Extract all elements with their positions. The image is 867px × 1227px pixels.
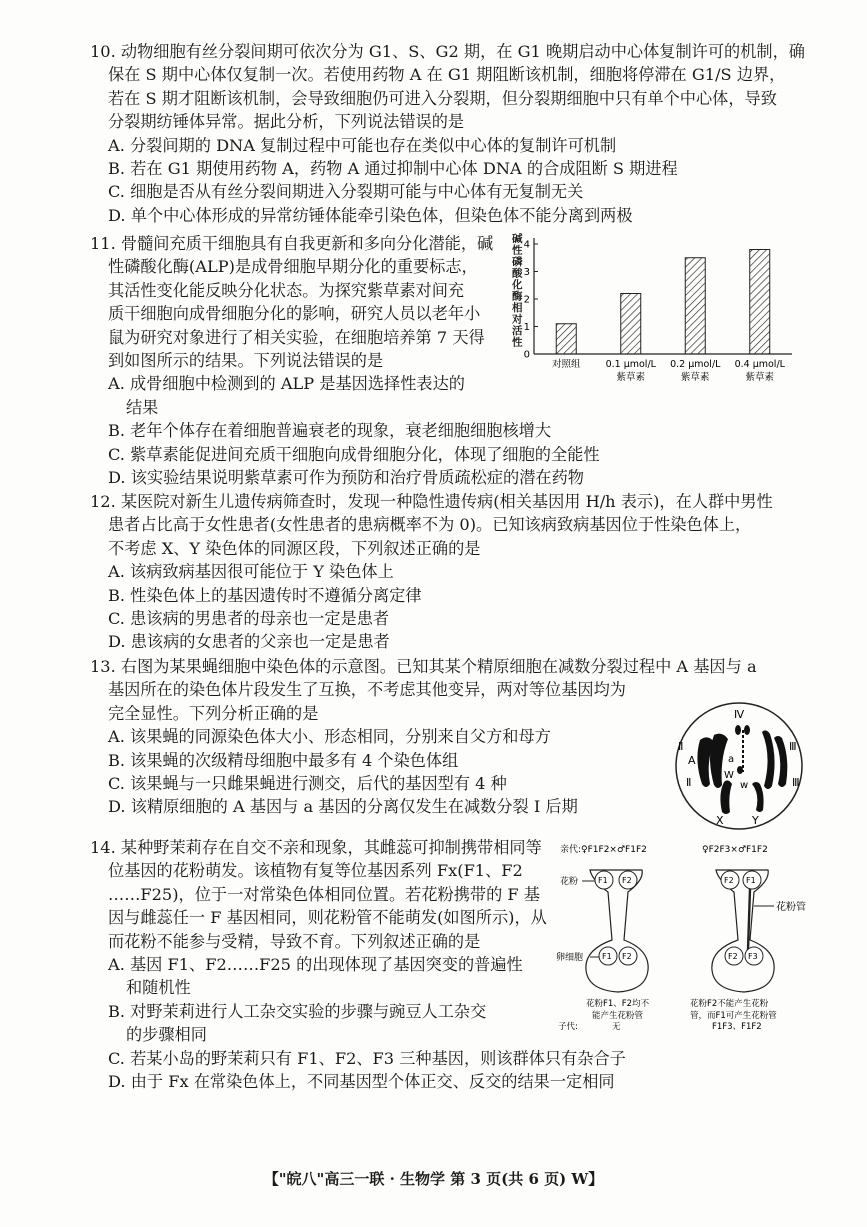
bar (621, 294, 641, 355)
question-14 (90, 836, 626, 1093)
right-note-1: 花粉F2不能产生花粉 (690, 999, 769, 1009)
label-a: a (728, 754, 735, 765)
question-14-stem (90, 836, 626, 953)
q13-line: 13. 右图为某果蝇细胞中染色体的示意图。已知其某个精原细胞在减数分裂过程中 A 基因与 a (90, 657, 757, 676)
x-tick-label: 紫草素 (616, 372, 646, 383)
chromosome-x (720, 780, 732, 814)
tube-label: 花粉管 (776, 902, 806, 913)
q11-option-b: B. 老年个体存在着细胞普遍衰老的现象，衰老细胞细胞核增大 (108, 421, 552, 441)
chart-ylabel: 碱性磷酸化酶相对活性 (512, 233, 523, 349)
q12-line: 患者占比高于女性患者(女性患者的患病概率不为 0)。已知该病致病基因位于性染色体上， (108, 515, 752, 535)
label-iii-a: Ⅲ (789, 740, 797, 753)
q12-option-b: B. 性染色体上的基因遗传时不遵循分离定律 (108, 585, 422, 605)
label-ii-b: Ⅱ (686, 776, 692, 789)
bar (750, 250, 770, 355)
q13-option-a: A. 该果蝇的同源染色体大小、形态相同，分别来自父方和母方 (108, 727, 551, 747)
chromosome-iii-right (774, 736, 787, 787)
x-tick-label: 0.1 μmol/L (605, 359, 656, 370)
pollen-svg (556, 840, 816, 1030)
left-note-1: 花粉F1、F2均不 (586, 999, 650, 1009)
q14-option-d: D. 由于 Fx 在常染色体上，不同基因型个体正交、反交的结果一定相同 (108, 1072, 615, 1092)
right-title: ♀F2F3×♂F1F2 (702, 845, 768, 855)
x-tick-label: 0.4 μmol/L (734, 359, 785, 370)
question-10 (90, 40, 805, 227)
q13-option-d: D. 该精原细胞的 A 基因与 a 基因的分离仅发生在减数分裂 Ⅰ 后期 (108, 797, 578, 817)
q11-option-d: D. 该实验结果说明紫草素可作为预防和治疗骨质疏松症的潜在药物 (108, 468, 584, 488)
chromosome-y (752, 782, 764, 812)
bar (685, 258, 705, 354)
x-tick-label: 对照组 (551, 359, 581, 370)
q10-line: 若在 S 期才阻断该机制，会导致细胞仍可进入分裂期，但分裂期细胞中只有单个中心体，导致 (108, 88, 777, 108)
y-tick-label: 0 (523, 349, 530, 361)
q10-option-a: A. 分裂间期的 DNA 复制过程中可能也存在类似中心体的复制许可机制 (108, 135, 617, 155)
q11-option-a-cont: 结果 (126, 397, 159, 417)
q12-option-d: D. 患该病的女患者的父亲也一定是患者 (108, 632, 390, 652)
q14-option-a-cont: 和随机性 (126, 978, 191, 998)
question-12 (90, 490, 773, 654)
q14-line: ……F25)，位于一对常染色体相同位置。若花粉携带的 F 基 (108, 884, 540, 904)
q14-line: 而花粉不能参与受精，导致不育。下列叙述正确的是 (108, 931, 481, 951)
chromosome-iii-left (762, 730, 775, 789)
left-title: 亲代:♀F1F2×♂F1F2 (560, 845, 647, 855)
q11-line: 性磷酸化酶(ALP)是成骨细胞早期分化的重要标志， (108, 257, 478, 277)
egg-label: 卵细胞 (556, 953, 584, 963)
question-13 (90, 655, 757, 819)
chart-bars (556, 250, 770, 355)
question-10-stem (90, 40, 805, 134)
left-pollen-f2: F2 (622, 876, 632, 885)
pollen-label: 花粉 (560, 877, 579, 887)
q14-option-c: C. 若某小岛的野茉莉只有 F1、F2、F3 三种基因，则该群体只有杂合子 (108, 1048, 626, 1068)
q11-line: 11. 骨髓间充质干细胞具有自我更新和多向分化潜能，碱 (90, 234, 494, 253)
left-pistil (586, 870, 648, 992)
q10-option-b: B. 若在 G1 期使用药物 A，药物 A 通过抑制中心体 DNA 的合成阻断 S 期进程 (108, 159, 678, 179)
q11-line: 到如图所示的结果。下列说法错误的是 (108, 351, 384, 371)
chromosome-diagram (664, 700, 814, 832)
q14-line: 位基因的花粉萌发。该植物有复等位基因系列 Fx(F1、F2 (108, 861, 523, 881)
right-pistil (712, 870, 774, 992)
q13-option-b: B. 该果蝇的次级精母细胞中最多有 4 个染色体组 (108, 750, 459, 770)
right-egg-f2: F2 (728, 952, 738, 961)
question-13-stem (90, 655, 757, 725)
right-egg-f3: F3 (748, 952, 758, 961)
y-tick-label: 2 (523, 294, 530, 306)
q12-option-c: C. 患该病的男患者的母亲也一定是患者 (108, 609, 390, 629)
right-pollen-f2: F2 (724, 876, 734, 885)
label-Y: Y (752, 814, 759, 827)
x-tick-label: 紫草素 (680, 372, 710, 383)
q14-option-b-cont: 的步骤相同 (126, 1025, 207, 1045)
q13-line: 完全显性。下列分析正确的是 (108, 703, 319, 723)
alp-bar-chart (508, 232, 798, 392)
alp-chart-svg (508, 232, 798, 392)
q11-line: 其活性变化能反映分化状态。为探究紫草素对间充 (108, 280, 465, 300)
label-ii-a: Ⅱ (678, 740, 684, 753)
q10-line: 分裂期纺锤体异常。据此分析，下列说法错误的是 (108, 112, 465, 132)
q10-option-d: D. 单个中心体形成的异常纺锤体能牵引染色体，但染色体不能分离到两极 (108, 205, 633, 225)
chromosome-svg (664, 700, 814, 832)
left-egg-f1: F1 (602, 952, 612, 961)
q10-option-c: C. 细胞是否从有丝分裂间期进入分裂期可能与中心体有无复制无关 (108, 182, 584, 202)
x-tick-label: 紫草素 (745, 372, 775, 383)
label-A: A (688, 754, 696, 767)
q11-line: 质干细胞向成骨细胞分化的影响，研究人员以老年小 (108, 304, 481, 324)
q12-line: 不考虑 X、Y 染色体的同源区段，下列叙述正确的是 (108, 538, 481, 558)
left-pollen-f1: F1 (598, 876, 608, 885)
pollen-tube (748, 889, 750, 950)
bar (556, 324, 576, 354)
q11-line: 鼠为研究对象进行了相关实验，在细胞培养第 7 天得 (108, 327, 485, 347)
label-X: X (716, 814, 724, 827)
q11-option-a: A. 成骨细胞中检测到的 ALP 是基因选择性表达的 (108, 374, 465, 394)
q13-line: 基因所在的染色体片段发生了互换，不考虑其他变异，两对等位基因均为 (108, 680, 626, 700)
offspring-label: 子代: (558, 1022, 578, 1030)
right-note-2: 管，而F1可产生花粉管 (690, 1011, 777, 1021)
q14-option-a: A. 基因 F1、F2……F25 的出现体现了基因突变的普遍性 (108, 955, 523, 975)
q10-line: 保在 S 期中心体仅复制一次。若使用药物 A 在 G1 期阻断该机制，细胞将停滞在 G1/S 边界， (108, 65, 786, 85)
pollen-diagram (556, 840, 816, 1030)
chart-xlabels (552, 358, 786, 383)
left-offspring: 无 (612, 1022, 621, 1030)
label-w: w (740, 780, 749, 791)
y-tick-label: 3 (523, 267, 530, 278)
right-offspring: F1F3、F1F2 (712, 1022, 762, 1030)
q13-option-c: C. 该果蝇与一只雌果蝇进行测交，后代的基因型有 4 种 (108, 774, 507, 794)
right-pollen-f1: F1 (746, 876, 756, 885)
y-tick-label: 1 (523, 322, 530, 333)
q10-line: 10. 动物细胞有丝分裂间期可依次分为 G1、S、G2 期，在 G1 晚期启动中心体复制许可的机制，确 (90, 42, 805, 61)
q14-option-b: B. 对野茉莉进行人工杂交实验的步骤与豌豆人工杂交 (108, 1001, 487, 1021)
label-iv: Ⅳ (734, 708, 745, 721)
q14-line: 因与雌蕊任一 F 基因相同，则花粉管不能萌发(如图所示)，从 (108, 908, 547, 928)
left-egg-f2: F2 (622, 952, 632, 961)
q12-line: 12. 某医院对新生儿遗传病筛查时，发现一种隐性遗传病(相关基因用 H/h 表示)，在人群中男性 (90, 492, 773, 511)
q12-option-a: A. 该病致病基因很可能位于 Y 染色体上 (108, 562, 394, 582)
label-iii-b: Ⅲ (792, 776, 800, 789)
q14-line: 14. 某种野茉莉存在自交不亲和现象，其雌蕊可抑制携带相同等 (90, 838, 542, 857)
label-W: W (724, 770, 734, 781)
x-tick-label: 0.2 μmol/L (670, 359, 721, 370)
y-tick-label: 4 (523, 239, 530, 251)
question-12-stem (90, 490, 773, 560)
page-footer: 【"皖八"高三一联 · 生物学 第 3 页(共 6 页) W】 (263, 1170, 604, 1188)
q11-option-c: C. 紫草素能促进间充质干细胞向成骨细胞分化，体现了细胞的全能性 (108, 444, 600, 464)
left-note-2: 能产生花粉管 (592, 1011, 644, 1021)
